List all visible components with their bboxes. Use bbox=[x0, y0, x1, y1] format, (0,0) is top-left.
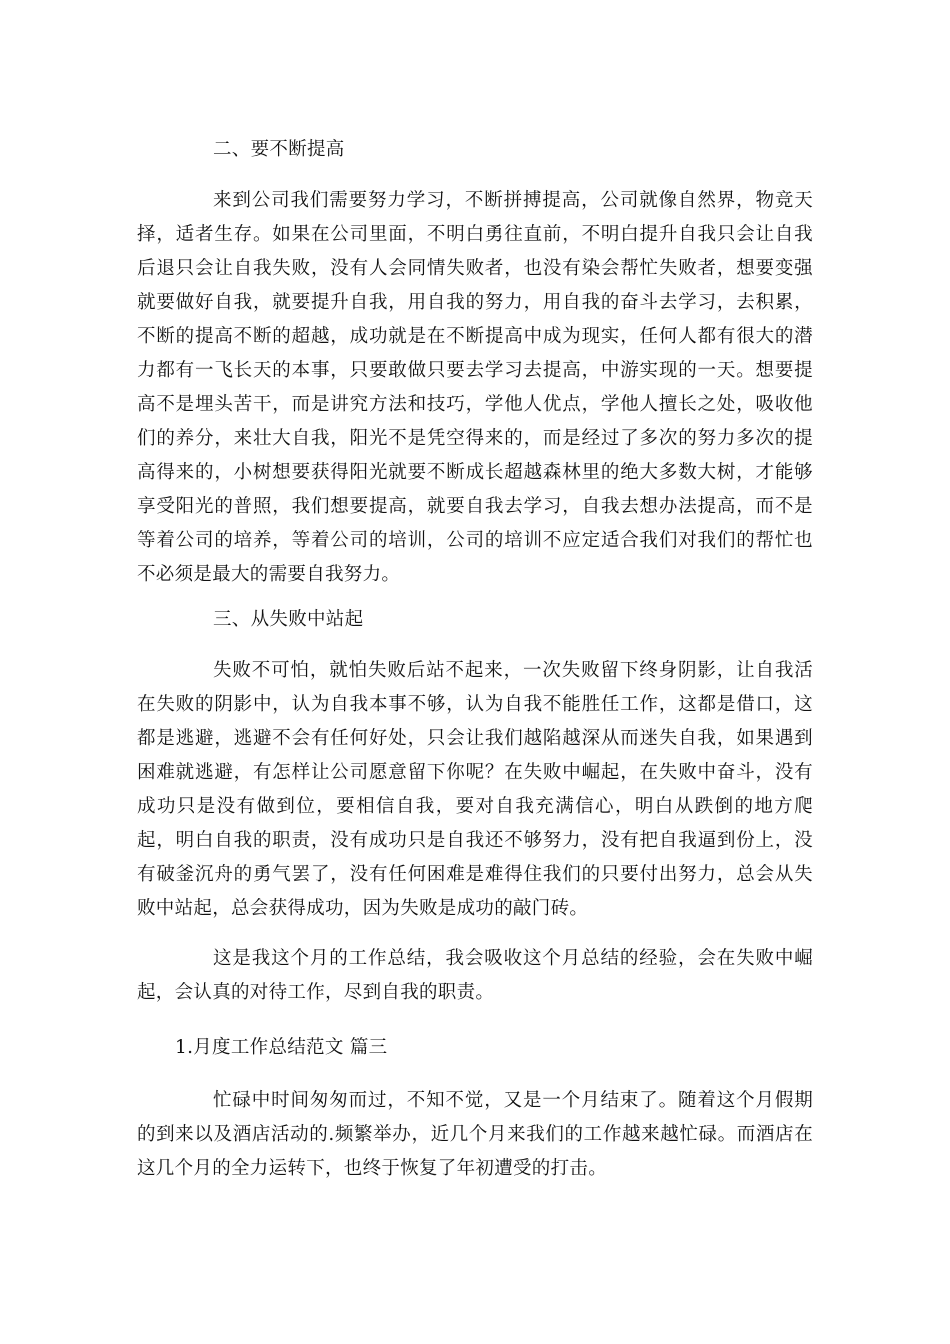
section-title-sample-three: 1.月度工作总结范文 篇三 bbox=[175, 1037, 388, 1058]
paragraph-keep-improving: 来到公司我们需要努力学习，不断拼搏提高，公司就像自然界，物竞天择，适者生存。如果在公司里面，不明白勇往直前，不明白提升自我只会让自我后退只会让自我失败，没有人会同情失败者，也没有染会帮忙失败者，想要变强就要做好自我，就要提升自我，用自我的努力，用自我的奋斗去学习，去积累，不断的提高不断的超越，成功就是在不断提高中成为现实，任何人都有很大的潜力都有一飞长天的本事，只要敢做只要去学习去提高，中游实现的一天。想要提高不是埋头苦干，而是讲究方法和技巧，学他人优点，学他人擅长之处，吸收他们的养分，来壮大自我，阳光不是凭空得来的，而是经过了多次的努力多次的提高得来的，小树想要获得阳光就要不断成长超越森林里的绝大多数大树，才能够享受阳光的普照，我们想要提高，就要自我去学习，自我去想办法提高，而不是等着公司的培养，等着公司的培训，公司的培训不应定适合我们对我们的帮忙也不必须是最大的需要自我努力。 bbox=[137, 190, 813, 585]
section-heading-rise-from-failure: 三、从失败中站起 bbox=[213, 609, 364, 630]
paragraph-busy-month-hotel: 忙碌中时间匆匆而过，不知不觉，又是一个月结束了。随着这个月假期的到来以及酒店活动的.频繁举办，近几个月来我们的工作越来越忙碌。而酒店在这几个月的全力运转下，也终于恢复了年初遭受的打击。 bbox=[137, 1090, 813, 1179]
paragraph-rise-from-failure: 失败不可怕，就怕失败后站不起来，一次失败留下终身阴影，让自我活在失败的阴影中，认为自我本事不够，认为自我不能胜任工作，这都是借口，这都是逃避，逃避不会有任何好处，只会让我们越陷越深从而迷失自我，如果遇到困难就逃避，有怎样让公司愿意留下你呢？在失败中崛起，在失败中奋斗，没有成功只是没有做到位，要相信自我，要对自我充满信心，明白从跌倒的地方爬起，明白自我的职责，没有成功只是自我还不够努力，没有把自我逼到份上，没有破釜沉舟的勇气罢了，没有任何困难是难得住我们的只要付出努力，总会从失败中站起，总会获得成功，因为失败是成功的敲门砖。 bbox=[137, 660, 813, 919]
paragraph-monthly-summary: 这是我这个月的工作总结，我会吸收这个月总结的经验，会在失败中崛起，会认真的对待工作，尽到自我的职责。 bbox=[137, 948, 813, 1003]
section-heading-improve: 二、要不断提高 bbox=[213, 139, 345, 160]
